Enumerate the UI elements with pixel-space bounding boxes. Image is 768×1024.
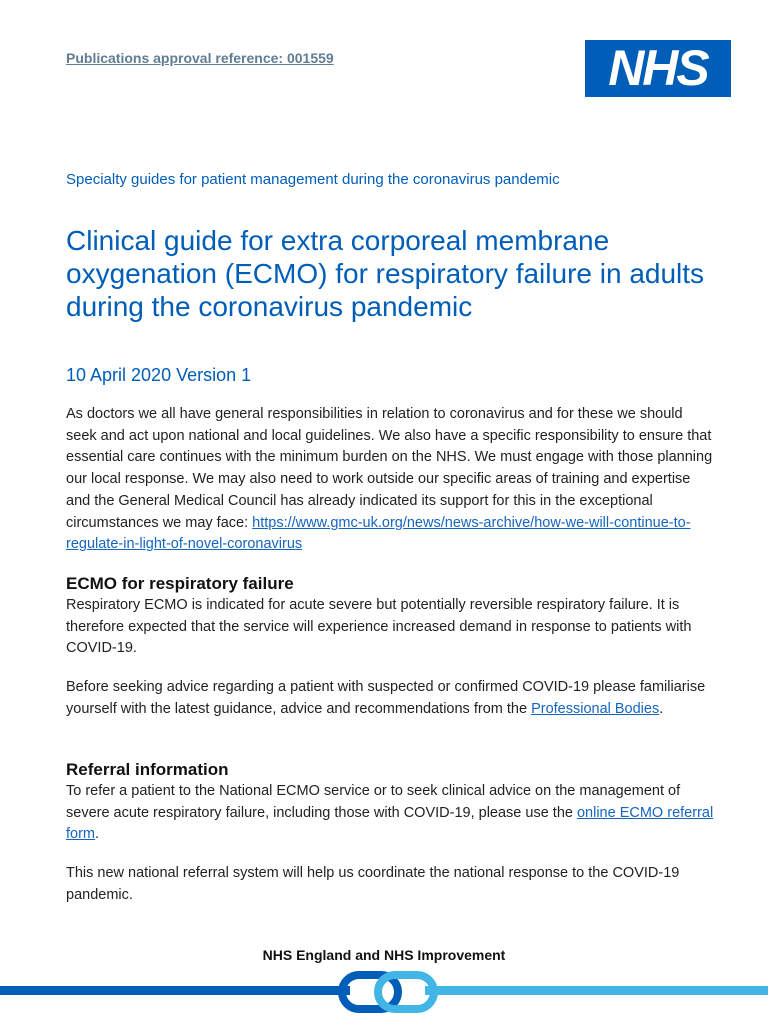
intro-paragraph bbox=[66, 404, 716, 556]
ecmo-paragraph-2 bbox=[66, 677, 716, 720]
footer-line-light bbox=[425, 986, 768, 995]
referral-section bbox=[66, 759, 716, 907]
footer-line-dark bbox=[0, 986, 350, 995]
chain-link-icon bbox=[336, 968, 440, 1016]
intro-text: As doctors we all have general responsibilities in relation to coronavirus and for these we should seek and act upon national and local guidelines. We also have a specific responsibility to ensure that essential care continues with the minimum burden on the NHS. We must engage with those planning our local response. We may also need to work outside our specific areas of training and expertise and the General Medical Council has already indicated its support for this in the exceptional circumstances we may face: bbox=[66, 406, 713, 531]
gmc-link[interactable]: https://www.gmc-uk.org/news/news-archive/how-we-will-continue-to-regulate-in-light-of-novel-coronavirus bbox=[66, 514, 691, 553]
document-date: 10 April 2020 Version 1 bbox=[66, 365, 252, 385]
ecmo-paragraph-2-text: Before seeking advice regarding a patient with suspected or confirmed COVID-19 please familiarise yourself with the latest guidance, advice and recommendations from the bbox=[66, 679, 706, 717]
ecmo-referral-form-link[interactable]: online ECMO referral form bbox=[66, 804, 714, 843]
footer-organisation: NHS England and NHS Improvement bbox=[262, 947, 506, 963]
referral-heading: Referral information bbox=[66, 760, 229, 779]
professional-bodies-link[interactable]: Professional Bodies bbox=[531, 700, 660, 717]
ecmo-heading: ECMO for respiratory failure bbox=[66, 574, 294, 593]
referral-paragraph-1-text: To refer a patient to the National ECMO service or to seek clinical advice on the management of severe acute respiratory failure, including those with COVID-19, please use the bbox=[66, 783, 681, 821]
referral-paragraph-2: This new national referral system will help us coordinate the national response to the COVID-19 pandemic. bbox=[66, 865, 680, 903]
document-subtitle: Specialty guides for patient management during the coronavirus pandemic bbox=[66, 171, 560, 188]
ecmo-section bbox=[66, 573, 716, 721]
publications-reference[interactable]: Publications approval reference: 001559 bbox=[66, 50, 334, 66]
document-title: Clinical guide for extra corporeal membrane oxygenation (ECMO) for respiratory failure in adults during the coronavirus pandemic bbox=[66, 225, 705, 322]
referral-paragraph-1-end: . bbox=[95, 826, 100, 843]
nhs-logo: NHS bbox=[585, 40, 731, 97]
referral-paragraph-1 bbox=[66, 781, 716, 846]
intro-section bbox=[66, 404, 716, 556]
ecmo-paragraph-2-end: . bbox=[659, 700, 664, 717]
ecmo-paragraph-1: Respiratory ECMO is indicated for acute severe but potentially reversible respiratory failure. It is therefore expected that the service will experience increased demand in response to patients with COVID-19. bbox=[66, 597, 692, 657]
